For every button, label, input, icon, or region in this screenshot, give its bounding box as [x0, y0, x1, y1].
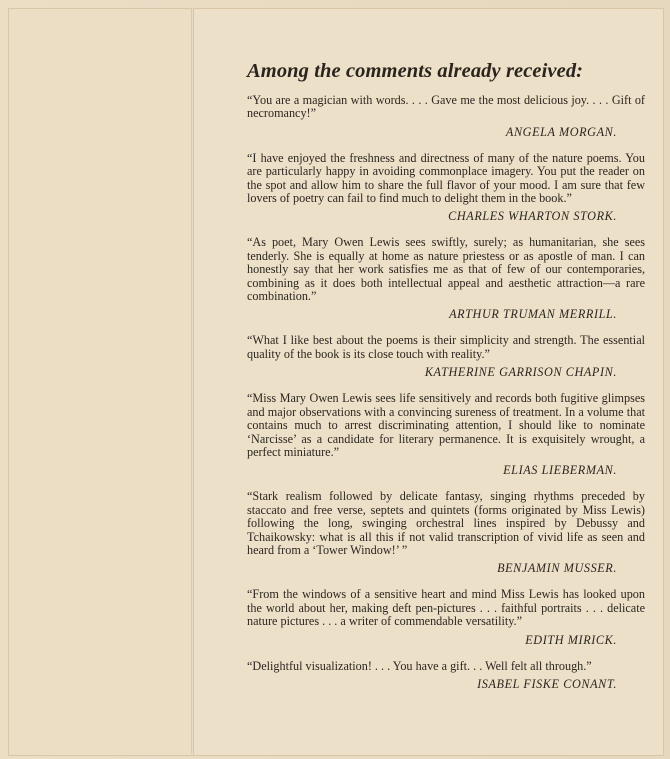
quote-author: ANGELA MORGAN.	[505, 124, 617, 139]
quote-author: ELIAS LIEBERMAN.	[503, 463, 617, 478]
quote-author: BENJAMIN MUSSER.	[497, 561, 617, 576]
quote-item	[247, 660, 645, 691]
quote-text: “As poet, Mary Owen Lewis sees swiftly, surely; as humanitarian, she sees tenderly. She is equally at home as nature priestess or as apostle of man. I can honestly say that her work satisfies me as that of few of our contemporaries, combining as it does both intellectual appeal and aesthetic attraction—a rare combination.”	[247, 235, 645, 304]
quote-text: “I have enjoyed the freshness and directness of many of the nature poems. You are particularly happy in avoiding commonplace imagery. You put the reader on the spot and allow him to share the full flavor of your mood. I am sure that few lovers of poetry can fail to find much to delight them in the book.”	[247, 150, 645, 206]
quote-text: “Miss Mary Owen Lewis sees life sensitively and records both fugitive glimpses and major observations with a convincing sureness of treatment. In a volume that contains much to arrest discriminating attention, I should like to nominate ‘Narcisse’ as a candidate for literary permanence. It is exquisitely wrought, a perfect miniature.”	[247, 391, 645, 459]
quote-text: “Delightful visualization! . . . You have a gift. . . Well felt all through.”	[247, 658, 592, 673]
quote-author: ISABEL FISKE CONANT.	[477, 676, 617, 691]
left-fold-panel	[8, 8, 194, 756]
quote-item	[247, 490, 645, 575]
quote-author: KATHERINE GARRISON CHAPIN.	[424, 365, 617, 380]
comments-section	[247, 58, 645, 704]
quote-item	[247, 152, 645, 224]
section-heading: Among the comments already received:	[247, 60, 584, 82]
quote-item	[247, 588, 645, 646]
quote-text: “Stark realism followed by delicate fantasy, singing rhythms preceded by staccato and free verse, septets and quintets (forms originated by Miss Lewis) following the long, swinging orchestral lines inspired by Debussy and Tchaikowsky: what is all this if not valid transcription of vivid life as seen and heard from a ‘Tower Window!’ ”	[247, 489, 645, 557]
quote-item	[247, 392, 645, 477]
quote-author: CHARLES WHARTON STORK.	[448, 209, 617, 224]
quote-text: “You are a magician with words. . . . Gave me the most delicious joy. . . . Gift of necromancy!”	[247, 93, 645, 121]
quote-item	[247, 94, 645, 139]
quote-item	[247, 236, 645, 321]
quote-text: “What I like best about the poems is their simplicity and strength. The essential quality of the book is its close touch with reality.”	[247, 333, 645, 361]
quote-text: “From the windows of a sensitive heart and mind Miss Lewis has looked upon the world about her, making deft pen-pictures . . . faithful portraits . . . delicate nature pictures . . . a writer of commendable versatility.”	[247, 587, 645, 629]
quote-item	[247, 334, 645, 379]
quote-author: ARTHUR TRUMAN MERRILL.	[449, 307, 617, 322]
quote-author: EDITH MIRICK.	[525, 632, 617, 647]
